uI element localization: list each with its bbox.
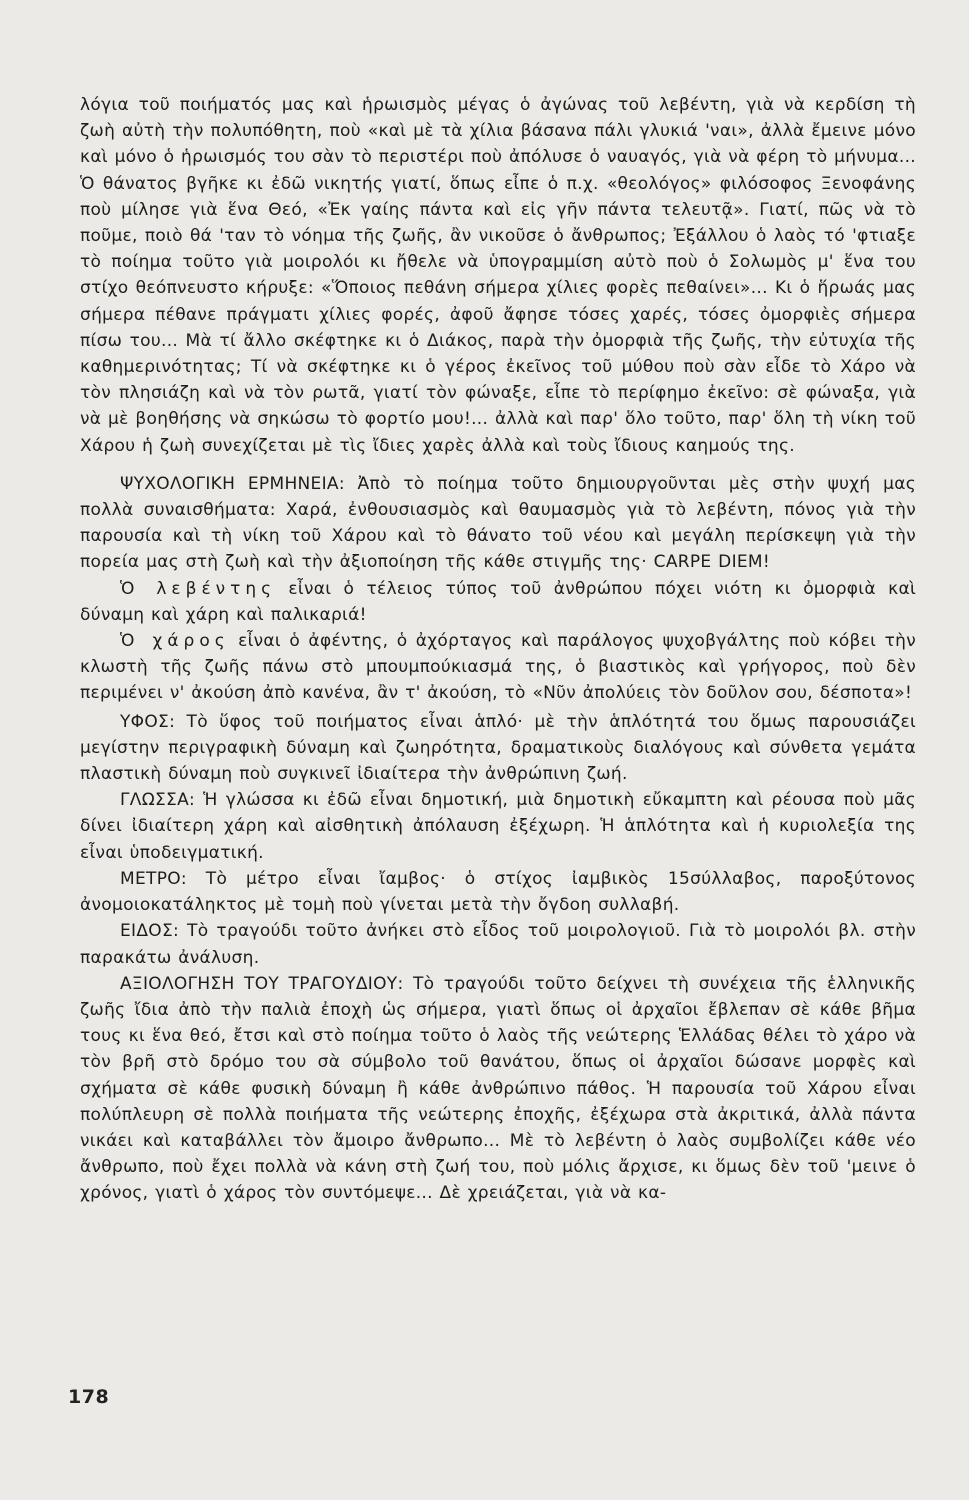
paragraph-genre: ΕΙΔΟΣ: Τὸ τραγούδι τοῦτο ἀνήκει στὸ εἶδος τοῦ μοιρολογιοῦ. Γιὰ τὸ μοιρολόι βλ. στὴν παρακάτω ἀνάλυση. [80, 921, 916, 968]
paragraph-language: ΓΛΩΣΣΑ: Ἡ γλώσσα κι ἐδῶ εἶναι δημοτική, μιὰ δημοτικὴ εὔκαμπτη καὶ ρέουσα ποὺ μᾶς δίνει ἰδιαίτερη χάρη καὶ αἰσθητικὴ ἀπόλαυση ἐξέχωρη. Ἡ ἁπλότητα καὶ ἡ κυριολεξία της εἶναι ὑποδειγματική. [80, 790, 916, 863]
paragraph-charon-text: εἶναι ὁ ἀφέντης, ὁ ἀχόρταγος καὶ παράλογος ψυχοβγάλτης ποὺ κόβει τὴν κλωστὴ τῆς ζωῆς πάνω στὸ μπουμπούκιασμά της, ὁ βιαστικὸς καὶ γρήγορος, ποὺ δὲν περιμένει ν' ἀκούση ἀπὸ κανένα, ἂν τ' ἀκούση, τὸ «Νῦν ἀπολύεις τὸν δοῦλον σου, δέσποτα»! [80, 631, 916, 704]
paragraph-psychological-interpretation: ΨΥΧΟΛΟΓΙΚΗ ΕΡΜΗΝΕΙΑ: Ἀπὸ τὸ ποίημα τοῦτο δημιουργοῦνται μὲς στὴν ψυχή μας πολλὰ συναισθήματα: Χαρά, ἐνθουσιασμὸς καὶ θαυμασμὸς γιὰ τὸ λεβέντη, πόνος γιὰ τὴν παρουσία καὶ τὴ νίκη τοῦ Χάρου καὶ τὸ θάνατο τοῦ νέου καὶ μεγάλη περίσκεψη γιὰ τὴν πορεία μας στὴ ζωὴ καὶ τὴν ἀξιοποίηση τῆς κάθε στιγμῆς της· CARPE DIEM! [80, 473, 916, 573]
paragraph-charon [80, 628, 916, 707]
paragraph-the-hero-text: εἶναι ὁ τέλειος τύπος τοῦ ἀνθρώπου πόχει νιότη κι ὀμορφιὰ καὶ δύναμη καὶ χάρη καὶ παλικαριά! [80, 578, 917, 625]
paragraph-the-hero [80, 576, 916, 628]
paragraph-hero-analysis: λόγια τοῦ ποιήματός μας καὶ ἡρωισμὸς μέγας ὁ ἀγώνας τοῦ λεβέντη, γιὰ νὰ κερδίση τὴ ζωὴ αὐτὴ τὴν πολυπόθητη, ποὺ «καὶ μὲ τὰ χίλια βάσανα πάλι γλυκιά 'ναι», ἀλλὰ ἔμεινε μόνο καὶ μόνο ὁ ἡρωισμός του σὰν τὸ περιστέρι ποὺ ἀπόλυσε ὁ ναυαγός, γιὰ νὰ φέρη τὸ μήνυμα... Ὁ θάνατος βγῆκε κι ἐδῶ νικητής γιατί, ὅπως εἶπε ὁ π.χ. «θεολόγος» φιλόσοφος Ξενοφάνης ποὺ μίλησε γιὰ ἕνα Θεό, «Ἐκ γαίης πάντα καὶ εἰς γῆν πάντα τελευτᾷ». Γιατί, πῶς νὰ τὸ ποῦμε, ποιὸ θά 'ταν τὸ νόημα τῆς ζωῆς, ἂν νικοῦσε ὁ ἄνθρωπος; Ἐξάλλου ὁ λαὸς τό 'φτιαξε τὸ ποίημα τοῦτο γιὰ μοιρολόι κι ἤθελε νὰ ὑπογραμμίση αὐτὸ ποὺ ὁ Σολωμὸς μ' ἕνα του στίχο θεόπνευστο κήρυξε: «Ὅποιος πεθάνη σήμερα χίλιες φορὲς πεθαίνει»... Κι ὁ ἥρωάς μας σήμερα πέθανε πράγματι χίλιες φορές, ἀφοῦ ἄφησε τόσες χαρές, τόσες ὀμορφιὲς σήμερα πίσω του... Μὰ τί ἄλλο σκέφτηκε κι ὁ Διάκος, παρὰ τὴν ὀμορφιὰ τῆς ζωῆς, τὴν εὐτυχία τῆς καθημερινότητας; Τί νὰ σκέφτηκε κι ὁ γέρος ἐκεῖνος τοῦ μύθου ποὺ σὰν εἶδε τὸ Χάρο νὰ τὸν πλησιάζη καὶ νὰ τὸν ρωτᾶ, γιατί τὸν φώναξε, εἶπε τὸ περίφημο ἐκεῖνο: σὲ φώναξα, γιὰ νὰ μὲ βοηθήσης νὰ σηκώσω τὸ φορτίο μου!... ἀλλὰ καὶ παρ' ὅλο τοῦτο, παρ' ὅλη τὴ νίκη τοῦ Χάρου ἡ ζωὴ συνεχίζεται μὲ τὶς ἴδιες χαρὲς ἀλλὰ καὶ τοὺς ἴδιους καημούς της. [80, 95, 916, 456]
term-the-hero: Ὁ λεβέντης [120, 578, 277, 599]
body-text [80, 92, 916, 1207]
paragraph-evaluation: ΑΞΙΟΛΟΓΗΣΗ ΤΟΥ ΤΡΑΓΟΥΔΙΟΥ: Τὸ τραγούδι τοῦτο δείχνει τὴ συνέχεια τῆς ἑλληνικῆς ζωῆς ἴδια ἀπὸ τὴν παλιὰ ἐποχὴ ὡς σήμερα, γιατὶ ὅπως οἱ ἀρχαῖοι ἔβλεπαν σὲ κάθε βῆμα τους κι ἕνα θεό, ἔτσι καὶ στὸ ποίημα τοῦτο ὁ λαὸς τῆς νεώτερης Ἑλλάδας θέλει τὸ χάρο νὰ τὸν βρῆ στὸ δρόμο του σὰ σύμβολο τοῦ θανάτου, ὅπως οἱ ἀρχαῖοι δώσανε μορφὲς καὶ σχήματα σὲ κάθε φυσικὴ δύναμη ἢ κάθε ἀνθρώπινο πάθος. Ἡ παρουσία τοῦ Χάρου εἶναι πολύπλευρη σὲ πολλὰ ποιήματα τῆς νεώτερης ἐποχῆς, ἐξέχωρα στὰ ἀκριτικά, ἀλλὰ πάντα νικάει καὶ καταβάλλει τὸν ἄμοιρο ἄνθρωπο... Μὲ τὸ λεβέντη ὁ λαὸς συμβολίζει κάθε νέο ἄνθρωπο, ποὺ ἔχει πολλὰ νὰ κάνη στὴ ζωή του, ποὺ μόλις ἄρχισε, κι ὅμως δὲν τοῦ 'μεινε ὁ χρόνος, γιατὶ ὁ χάρος τὸν συντόμεψε... Δὲ χρειάζεται, γιὰ νὰ κα- [80, 973, 916, 1204]
page-number: 178 [68, 1386, 110, 1408]
paragraph-style: ΥΦΟΣ: Τὸ ὕφος τοῦ ποιήματος εἶναι ἁπλό· μὲ τὴν ἁπλότητά του ὅμως παρουσιάζει μεγίστην περιγραφικὴ δύναμη καὶ ζωηρότητα, δραματικοὺς διαλόγους καὶ σύνθετα γεμάτα πλαστικὴ δύναμη ποὺ συγκινεῖ ἰδιαίτερα τὴν ἀνθρώπινη ζωή. [80, 711, 916, 785]
term-charon: Ὁ χάρος [120, 631, 230, 652]
paragraph-meter: ΜΕΤΡΟ: Τὸ μέτρο εἶναι ἴαμβος· ὁ στίχος ἰαμβικὸς 15σύλλαβος, παροξύτονος ἀνομοιοκατάληκτος μὲ τομὴ ποὺ γίνεται μετὰ τὴν ὄγδοη συλλαβή. [80, 868, 916, 916]
